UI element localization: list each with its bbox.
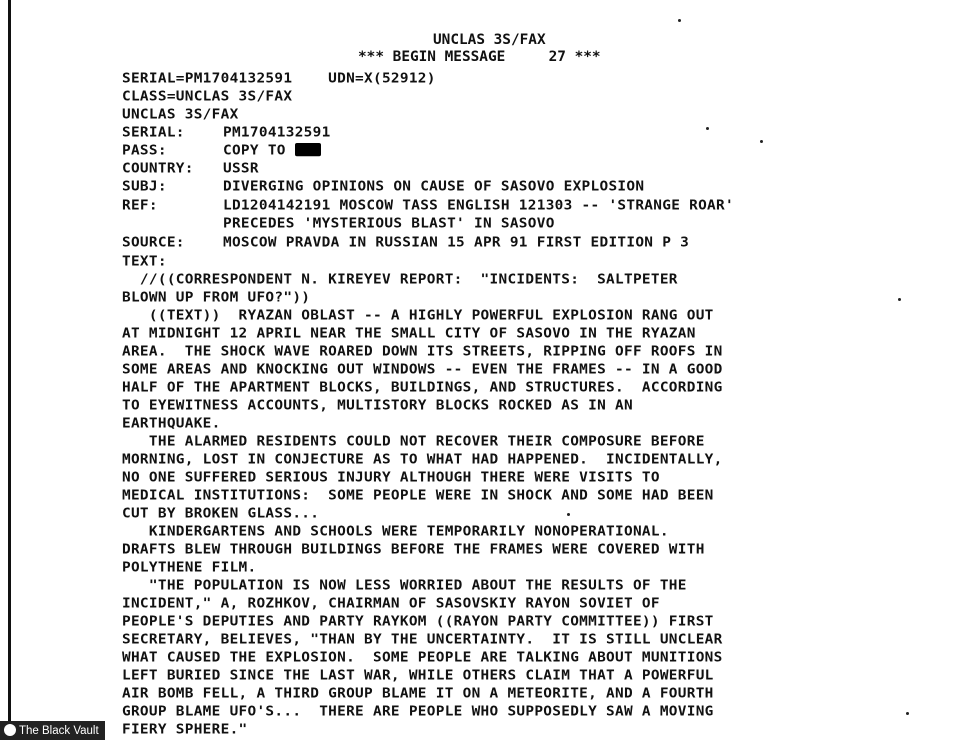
body-line: MORNING, LOST IN CONJECTURE AS TO WHAT HAD HAPPENED. INCIDENTALLY, bbox=[122, 451, 723, 468]
body-line: WHAT CAUSED THE EXPLOSION. SOME PEOPLE ARE TALKING ABOUT MUNITIONS bbox=[122, 649, 723, 666]
scan-speck bbox=[898, 298, 901, 301]
body-line: CUT BY BROKEN GLASS... bbox=[122, 505, 320, 522]
header-begin-message: *** BEGIN MESSAGE 27 *** bbox=[358, 49, 601, 65]
body-line: MEDICAL INSTITUTIONS: SOME PEOPLE WERE IN SHOCK AND SOME HAD BEEN bbox=[122, 487, 714, 504]
body-line: AREA. THE SHOCK WAVE ROARED DOWN ITS STREETS, RIPPING OFF ROOFS IN bbox=[122, 343, 723, 360]
body-line: AT MIDNIGHT 12 APRIL NEAR THE SMALL CITY OF SASOVO IN THE RYAZAN bbox=[122, 325, 696, 342]
body-line: THE ALARMED RESIDENTS COULD NOT RECOVER THEIR COMPOSURE BEFORE bbox=[122, 433, 705, 450]
country-label: COUNTRY: bbox=[122, 160, 194, 177]
body-line: EARTHQUAKE. bbox=[122, 415, 221, 432]
body-line: NO ONE SUFFERED SERIOUS INJURY ALTHOUGH THERE WERE VISITS TO bbox=[122, 469, 660, 486]
body-line: GROUP BLAME UFO'S... THERE ARE PEOPLE WHO SUPPOSEDLY SAW A MOVING bbox=[122, 703, 714, 720]
body-line: ((TEXT)) RYAZAN OBLAST -- A HIGHLY POWERFUL EXPLOSION RANG OUT bbox=[122, 307, 714, 324]
meta-class: CLASS=UNCLAS 3S/FAX bbox=[122, 88, 293, 105]
body-line: PEOPLE'S DEPUTIES AND PARTY RAYKOM ((RAYON PARTY COMMITTEE)) FIRST bbox=[122, 613, 714, 630]
body-line: SECRETARY, BELIEVES, "THAN BY THE UNCERTAINTY. IT IS STILL UNCLEAR bbox=[122, 631, 723, 648]
body-line: SOME AREAS AND KNOCKING OUT WINDOWS -- EVEN THE FRAMES -- IN A GOOD bbox=[122, 361, 723, 378]
pass-value: COPY TO bbox=[223, 142, 286, 159]
ref-value-line2: PRECEDES 'MYSTERIOUS BLAST' IN SASOVO bbox=[223, 215, 555, 232]
body-line: INCIDENT," A, ROZHKOV, CHAIRMAN OF SASOVSKIY RAYON SOVIET OF bbox=[122, 595, 660, 612]
meta-unclas: UNCLAS 3S/FAX bbox=[122, 106, 239, 123]
scan-speck bbox=[678, 19, 681, 22]
body-line: LEFT BURIED SINCE THE LAST WAR, WHILE OTHERS CLAIM THAT A POWERFUL bbox=[122, 667, 714, 684]
scan-speck bbox=[567, 513, 570, 516]
pass-label: PASS: bbox=[122, 142, 167, 159]
redaction-mark bbox=[295, 143, 321, 156]
body-line: POLYTHENE FILM. bbox=[122, 559, 257, 576]
ref-value-line1: LD1204142191 MOSCOW TASS ENGLISH 121303 -- 'STRANGE ROAR' bbox=[223, 197, 734, 214]
scan-speck bbox=[906, 712, 909, 715]
subj-value: DIVERGING OPINIONS ON CAUSE OF SASOVO EXPLOSION bbox=[223, 178, 645, 195]
body-line: "THE POPULATION IS NOW LESS WORRIED ABOUT THE RESULTS OF THE bbox=[122, 577, 687, 594]
meta-serial-udn: SERIAL=PM1704132591 UDN=X(52912) bbox=[122, 70, 436, 87]
scan-border-line bbox=[8, 0, 11, 740]
watermark-text: The Black Vault bbox=[19, 725, 99, 737]
body-line: HALF OF THE APARTMENT BLOCKS, BUILDINGS, AND STRUCTURES. ACCORDING bbox=[122, 379, 723, 396]
ref-label: REF: bbox=[122, 197, 158, 214]
body-line: AIR BOMB FELL, A THIRD GROUP BLAME IT ON A METEORITE, AND A FOURTH bbox=[122, 685, 714, 702]
scan-speck bbox=[706, 127, 709, 130]
source-value: MOSCOW PRAVDA IN RUSSIAN 15 APR 91 FIRST EDITION P 3 bbox=[223, 234, 690, 251]
body-line: //((CORRESPONDENT N. KIREYEV REPORT: "INCIDENTS: SALTPETER bbox=[122, 271, 678, 288]
source-label: SOURCE: bbox=[122, 234, 185, 251]
text-label: TEXT: bbox=[122, 253, 167, 270]
serial-label: SERIAL: bbox=[122, 124, 185, 141]
header-classification: UNCLAS 3S/FAX bbox=[433, 32, 546, 48]
subj-label: SUBJ: bbox=[122, 178, 167, 195]
pass-value-row bbox=[223, 142, 321, 159]
body-line: FIERY SPHERE." bbox=[122, 721, 248, 738]
scan-speck bbox=[760, 140, 763, 143]
serial-value: PM1704132591 bbox=[223, 124, 331, 141]
black-vault-logo-icon bbox=[4, 724, 16, 736]
body-line: BLOWN UP FROM UFO?")) bbox=[122, 289, 311, 306]
country-value: USSR bbox=[223, 160, 259, 177]
body-line: KINDERGARTENS AND SCHOOLS WERE TEMPORARILY NONOPERATIONAL. bbox=[122, 523, 669, 540]
body-line: TO EYEWITNESS ACCOUNTS, MULTISTORY BLOCKS ROCKED AS IN AN bbox=[122, 397, 633, 414]
watermark-label bbox=[0, 721, 105, 740]
body-line: DRAFTS BLEW THROUGH BUILDINGS BEFORE THE FRAMES WERE COVERED WITH bbox=[122, 541, 705, 558]
